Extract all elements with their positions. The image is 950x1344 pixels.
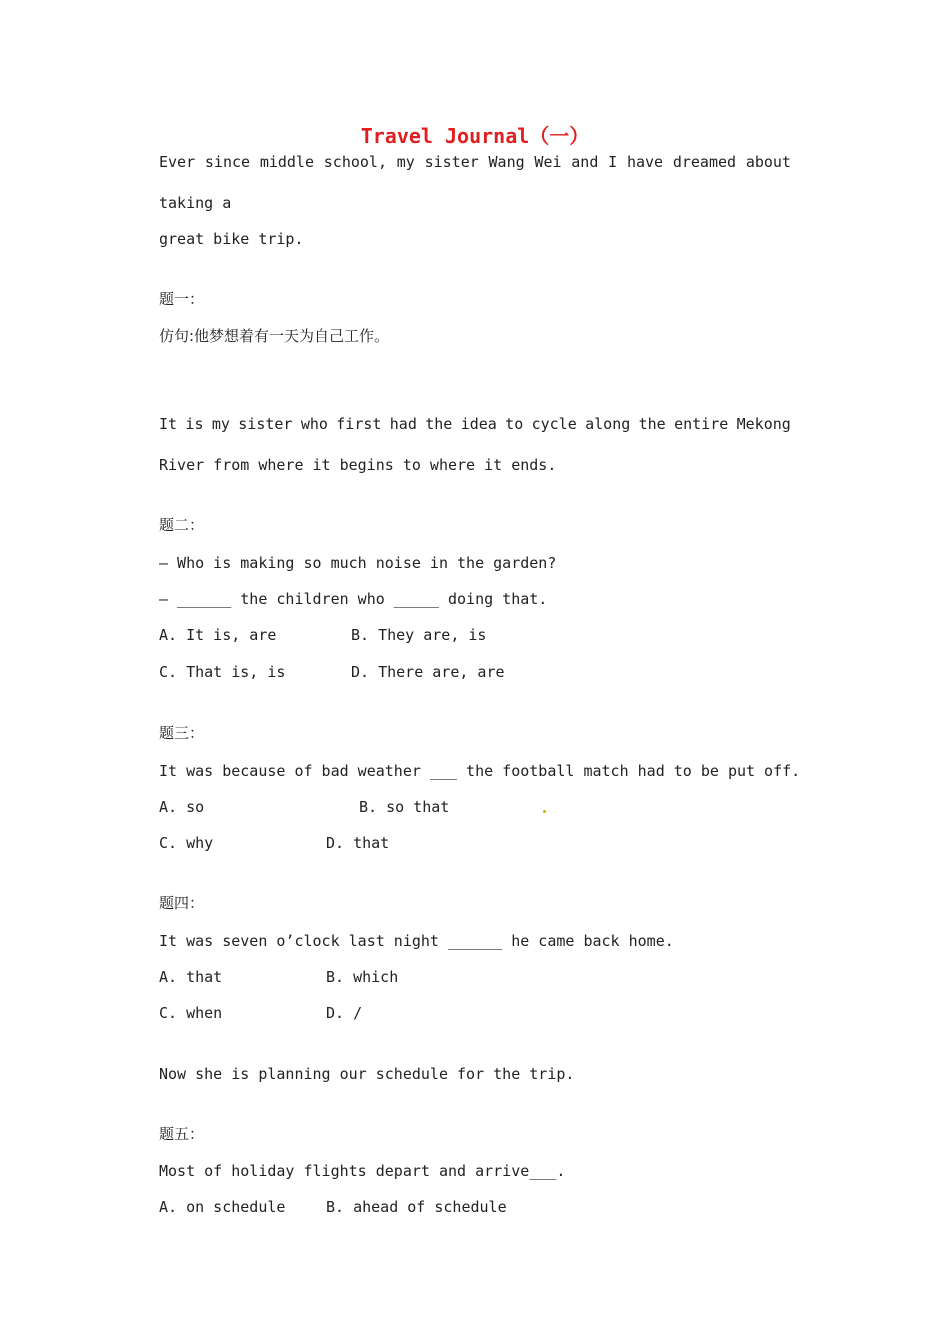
passage-word: first	[336, 415, 382, 433]
question-4-option-b: B. which	[326, 968, 399, 986]
passage-word: my	[211, 415, 230, 433]
question-2-option-a: A. It is, are	[159, 626, 277, 644]
passage-word: Wang	[488, 153, 525, 171]
passage-word: sister	[424, 153, 479, 171]
question-4-option-a: A. that	[159, 968, 223, 986]
question-3-option-c: C. why	[159, 834, 214, 852]
question-1-text: 仿句:他梦想着有一天为自己工作。	[159, 327, 390, 345]
passage-word: had	[389, 415, 417, 433]
question-4-heading: 题四：	[159, 894, 205, 912]
passage-line-6: Now she is planning our schedule for the trip.	[159, 1065, 575, 1083]
question-2-line-1: — Who is making so much noise in the garden?	[159, 554, 557, 572]
passage-word: my	[396, 153, 415, 171]
passage-word: and	[571, 153, 599, 171]
passage-word: to	[505, 415, 524, 433]
passage-word: I	[608, 153, 618, 171]
passage-word: It	[159, 415, 178, 433]
question-4-text: It was seven o’clock last night ______ he came back home.	[159, 932, 674, 950]
passage-word: school,	[323, 153, 387, 171]
passage-word: Ever	[159, 153, 196, 171]
passage-word: dreamed	[672, 153, 737, 171]
question-4-option-d: D. /	[326, 1004, 363, 1022]
question-3-option-a: A. so	[159, 798, 205, 816]
question-5-text: Most of holiday flights depart and arrive___.	[159, 1162, 566, 1180]
passage-line-3: great bike trip.	[159, 230, 304, 248]
passage-word: cycle	[531, 415, 577, 433]
question-1-heading: 题一：	[159, 290, 205, 308]
passage-word: the	[638, 415, 666, 433]
stray-mark	[543, 810, 546, 813]
passage-line-2: taking a	[159, 194, 232, 212]
passage-word: middle	[259, 153, 314, 171]
question-2-heading: 题二：	[159, 516, 205, 534]
passage-word: entire	[674, 415, 729, 433]
passage-word: sister	[238, 415, 293, 433]
question-2-line-2: — ______ the children who _____ doing that.	[159, 590, 548, 608]
passage-word: idea	[460, 415, 497, 433]
passage-word: Wei	[534, 153, 562, 171]
question-3-option-d: D. that	[326, 834, 390, 852]
question-5-option-b: B. ahead of schedule	[326, 1198, 507, 1216]
question-3-heading: 题三：	[159, 724, 205, 742]
passage-word: since	[204, 153, 251, 171]
passage-word: have	[626, 153, 664, 171]
passage-word: about	[745, 153, 791, 171]
document-title: Travel Journal（一）	[360, 124, 590, 148]
question-2-option-b: B. They are, is	[351, 626, 487, 644]
passage-word: who	[300, 415, 328, 433]
passage-line-4	[159, 414, 791, 434]
passage-line-5: River from where it begins to where it ends.	[159, 456, 557, 474]
question-4-option-c: C. when	[159, 1004, 223, 1022]
passage-word: along	[585, 415, 631, 433]
question-5-heading: 题五：	[159, 1125, 205, 1143]
question-3-text: It was because of bad weather ___ the football match had to be put off.	[159, 762, 801, 780]
passage-word: Mekong	[736, 415, 791, 433]
question-2-option-c: C. That is, is	[159, 663, 286, 681]
question-5-option-a: A. on schedule	[159, 1198, 286, 1216]
passage-word: is	[185, 415, 204, 433]
question-2-option-d: D. There are, are	[351, 663, 505, 681]
passage-word: the	[425, 415, 453, 433]
passage-line-1	[159, 152, 791, 172]
question-3-option-b: B. so that	[359, 798, 450, 816]
